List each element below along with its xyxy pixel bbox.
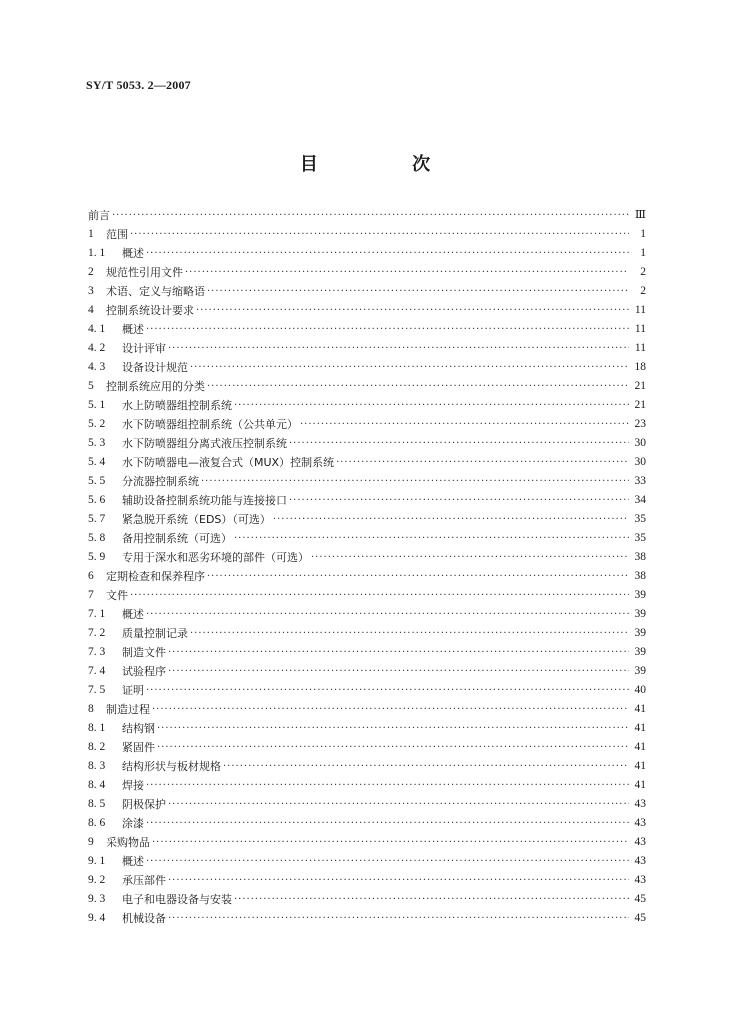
toc-entry-number: 5. 8 <box>88 532 106 544</box>
toc-entry-label: 控制系统应用的分类 <box>106 380 205 393</box>
toc-leader-dots <box>146 852 629 871</box>
toc-entry-label: 分流器控制系统 <box>122 475 199 488</box>
toc-entry-page: 2 <box>640 285 646 297</box>
toc-entry-page: 11 <box>634 304 646 316</box>
toc-entry-page: 11 <box>634 342 646 354</box>
toc-entry-page: 38 <box>634 551 646 563</box>
toc-entry <box>88 662 646 681</box>
toc-entry-page: 30 <box>634 437 646 449</box>
toc-leader-dots <box>146 605 629 624</box>
toc-entry-label: 水上防喷器组控制系统 <box>122 399 232 412</box>
toc-entry <box>88 548 646 567</box>
toc-leader-dots <box>112 206 629 225</box>
toc-entry-number: 5. 1 <box>88 399 106 411</box>
toc-leader-dots <box>168 871 629 890</box>
toc-entry-label: 概述 <box>122 608 144 621</box>
toc-entry-label: 设计评审 <box>122 342 166 355</box>
toc-leader-dots <box>168 909 629 928</box>
toc-entry <box>88 700 646 719</box>
toc-leader-dots <box>152 700 629 719</box>
toc-entry-number: 4. 1 <box>88 323 106 335</box>
toc-entry-label: 规范性引用文件 <box>106 266 183 279</box>
toc-entry-page: 43 <box>634 836 646 848</box>
toc-entry-number: 9. 2 <box>88 874 106 886</box>
toc-entry-number: 7. 2 <box>88 627 106 639</box>
toc-entry-page: 41 <box>634 703 646 715</box>
toc-entry-number: 5. 2 <box>88 418 106 430</box>
toc-entry-number: 7. 5 <box>88 684 106 696</box>
toc-entry-page: 11 <box>634 323 646 335</box>
toc-leader-dots <box>168 339 629 358</box>
toc-entry-number: 5. 5 <box>88 475 106 487</box>
toc-entry-number: 8. 1 <box>88 722 106 734</box>
toc-entry-label: 承压部件 <box>122 874 166 887</box>
toc-entry-page: 39 <box>634 608 646 620</box>
toc-entry-page: 39 <box>634 646 646 658</box>
toc-entry <box>88 472 646 491</box>
toc-entry-label: 涂漆 <box>122 817 144 830</box>
toc-leader-dots <box>201 472 629 491</box>
toc-entry-number: 7. 1 <box>88 608 106 620</box>
toc-entry <box>88 757 646 776</box>
toc-leader-dots <box>207 567 629 586</box>
toc-leader-dots <box>289 434 629 453</box>
toc-entry-label: 质量控制记录 <box>122 627 188 640</box>
toc-entry-number: 5 <box>88 380 94 392</box>
toc-entry-page: 40 <box>634 684 646 696</box>
toc-entry-number: 5. 3 <box>88 437 106 449</box>
toc-entry-label: 水下防喷器组控制系统（公共单元） <box>122 418 298 431</box>
toc-entry-page: 23 <box>634 418 646 430</box>
toc-entry-page: 35 <box>634 513 646 525</box>
toc-entry-page: 43 <box>634 817 646 829</box>
toc-entry-label: 试验程序 <box>122 665 166 678</box>
toc-entry-number: 7. 4 <box>88 665 106 677</box>
toc-entry-label: 辅助设备控制系统功能与连接接口 <box>122 494 287 507</box>
toc-entry-number: 8. 2 <box>88 741 106 753</box>
toc-entry-page: 43 <box>634 855 646 867</box>
toc-entry-page: 2 <box>640 266 646 278</box>
toc-entry-label: 控制系统设计要求 <box>106 304 194 317</box>
toc-entry-label: 制造文件 <box>122 646 166 659</box>
toc-leader-dots <box>157 719 629 738</box>
toc-entry-page: 45 <box>634 893 646 905</box>
toc-entry <box>88 358 646 377</box>
toc-entry-label: 结构形状与板材规格 <box>122 760 221 773</box>
toc-entry-number: 9. 1 <box>88 855 106 867</box>
toc-entry-page: 21 <box>634 380 646 392</box>
toc-entry-page: 1 <box>640 228 646 240</box>
toc-entry-label: 设备设计规范 <box>122 361 188 374</box>
toc-leader-dots <box>234 529 629 548</box>
toc-entry-page: 43 <box>634 874 646 886</box>
toc-entry <box>88 301 646 320</box>
toc-entry-label: 水下防喷器组分离式液压控制系统 <box>122 437 287 450</box>
toc-entry <box>88 510 646 529</box>
toc-entry <box>88 377 646 396</box>
toc-entry-page: 39 <box>634 627 646 639</box>
toc-entry-label: 紧急脱开系统（EDS）（可选） <box>122 513 271 526</box>
toc-entry-number: 8. 3 <box>88 760 106 772</box>
toc-entry <box>88 206 646 225</box>
toc-leader-dots <box>300 415 629 434</box>
toc-leader-dots <box>336 453 629 472</box>
toc-entry-number: 8. 6 <box>88 817 106 829</box>
toc-entry <box>88 567 646 586</box>
toc-entry-page: 33 <box>634 475 646 487</box>
toc-entry-label: 紧固件 <box>122 741 155 754</box>
toc-entry-page: 41 <box>634 760 646 772</box>
toc-entry-number: 5. 4 <box>88 456 106 468</box>
toc-leader-dots <box>190 624 629 643</box>
toc-entry <box>88 415 646 434</box>
toc-entry <box>88 795 646 814</box>
toc-leader-dots <box>146 244 629 263</box>
toc-entry-label: 定期检查和保养程序 <box>106 570 205 583</box>
toc-entry-label: 证明 <box>122 684 144 697</box>
toc-title: 目 次 <box>299 154 475 175</box>
toc-entry <box>88 320 646 339</box>
toc-entry-label: 前言 <box>88 209 110 222</box>
toc-entry-label: 概述 <box>122 247 144 260</box>
toc-leader-dots <box>289 491 629 510</box>
toc-leader-dots <box>168 662 629 681</box>
toc-entry-page: 41 <box>634 722 646 734</box>
toc-entry <box>88 396 646 415</box>
toc-entry-number: 7. 3 <box>88 646 106 658</box>
toc-entry <box>88 719 646 738</box>
toc-entry-page: 34 <box>634 494 646 506</box>
toc-entry <box>88 871 646 890</box>
toc-entry-number: 8. 5 <box>88 798 106 810</box>
toc-entry-label: 专用于深水和恶劣环境的部件（可选） <box>122 551 309 564</box>
toc-entry <box>88 814 646 833</box>
toc-entry-page: 35 <box>634 532 646 544</box>
toc-entry <box>88 852 646 871</box>
toc-entry-label: 机械设备 <box>122 912 166 925</box>
toc-leader-dots <box>273 510 629 529</box>
toc-leader-dots <box>207 282 629 301</box>
toc-entry <box>88 738 646 757</box>
toc-leader-dots <box>311 548 629 567</box>
toc-entry-page: 41 <box>634 741 646 753</box>
toc-entry-number: 9. 4 <box>88 912 106 924</box>
toc-entry-number: 9 <box>88 836 94 848</box>
toc-entry <box>88 434 646 453</box>
toc-leader-dots <box>130 225 629 244</box>
toc-entry-number: 8 <box>88 703 94 715</box>
toc-entry-label: 术语、定义与缩略语 <box>106 285 205 298</box>
toc-entry-label: 范围 <box>106 228 128 241</box>
toc-leader-dots <box>207 377 629 396</box>
toc-entry-label: 制造过程 <box>106 703 150 716</box>
toc-entry <box>88 263 646 282</box>
toc-entry-label: 备用控制系统（可选） <box>122 532 232 545</box>
toc-entry-number: 5. 6 <box>88 494 106 506</box>
toc-leader-dots <box>146 776 629 795</box>
toc-leader-dots <box>223 757 629 776</box>
toc-entry-number: 4. 2 <box>88 342 106 354</box>
toc-entry <box>88 681 646 700</box>
toc-entry-label: 采购物品 <box>106 836 150 849</box>
toc-entry-number: 7 <box>88 589 94 601</box>
toc-entry-label: 概述 <box>122 855 144 868</box>
toc-entry-page: 41 <box>634 779 646 791</box>
toc-leader-dots <box>185 263 629 282</box>
toc-entry <box>88 282 646 301</box>
toc-entry-page: 18 <box>634 361 646 373</box>
toc-entry <box>88 643 646 662</box>
toc-leader-dots <box>168 643 629 662</box>
toc-entry <box>88 776 646 795</box>
toc-entry-number: 8. 4 <box>88 779 106 791</box>
toc-entry <box>88 491 646 510</box>
toc-entry <box>88 586 646 605</box>
toc-entry <box>88 339 646 358</box>
toc-entry <box>88 833 646 852</box>
toc-entry-number: 9. 3 <box>88 893 106 905</box>
toc-entry-page: 30 <box>634 456 646 468</box>
toc-entry-label: 焊接 <box>122 779 144 792</box>
toc-entry-number: 4. 3 <box>88 361 106 373</box>
toc-leader-dots <box>234 396 629 415</box>
toc-leader-dots <box>146 681 629 700</box>
toc-leader-dots <box>157 738 629 757</box>
toc-leader-dots <box>130 586 629 605</box>
toc-entry <box>88 529 646 548</box>
toc-entry-number: 1 <box>88 228 94 240</box>
toc-leader-dots <box>146 320 629 339</box>
toc-entry <box>88 890 646 909</box>
toc-entry-number: 2 <box>88 266 94 278</box>
toc-leader-dots <box>152 833 629 852</box>
toc-entry-label: 阴极保护 <box>122 798 166 811</box>
toc-entry-label: 文件 <box>106 589 128 602</box>
toc-entry-page: 38 <box>634 570 646 582</box>
toc-entry <box>88 624 646 643</box>
toc-leader-dots <box>190 358 629 377</box>
toc-entry <box>88 605 646 624</box>
toc-entry-label: 概述 <box>122 323 144 336</box>
toc-entry-number: 3 <box>88 285 94 297</box>
toc-entry-label: 电子和电器设备与安装 <box>122 893 232 906</box>
toc-entry-label: 结构钢 <box>122 722 155 735</box>
toc-entry-page: 21 <box>634 399 646 411</box>
toc-entry <box>88 453 646 472</box>
toc-entry-number: 6 <box>88 570 94 582</box>
toc-entry-page: 45 <box>634 912 646 924</box>
toc-entry-page: 43 <box>634 798 646 810</box>
toc-entry <box>88 225 646 244</box>
toc-entry-page: Ⅲ <box>634 209 646 221</box>
toc-entry-number: 5. 7 <box>88 513 106 525</box>
document-code: SY/T 5053. 2—2007 <box>86 78 191 92</box>
toc-leader-dots <box>196 301 629 320</box>
toc-entry-number: 4 <box>88 304 94 316</box>
toc-entry-page: 39 <box>634 665 646 677</box>
toc-entry-number: 1. 1 <box>88 247 106 259</box>
toc-leader-dots <box>234 890 629 909</box>
toc-entry <box>88 244 646 263</box>
toc-entry-page: 1 <box>640 247 646 259</box>
toc-entry-page: 39 <box>634 589 646 601</box>
toc-entry-label: 水下防喷器电—液复合式（MUX）控制系统 <box>122 456 335 469</box>
toc-entry-number: 5. 9 <box>88 551 106 563</box>
toc-leader-dots <box>146 814 629 833</box>
toc-leader-dots <box>168 795 629 814</box>
table-of-contents <box>88 206 646 928</box>
toc-entry <box>88 909 646 928</box>
